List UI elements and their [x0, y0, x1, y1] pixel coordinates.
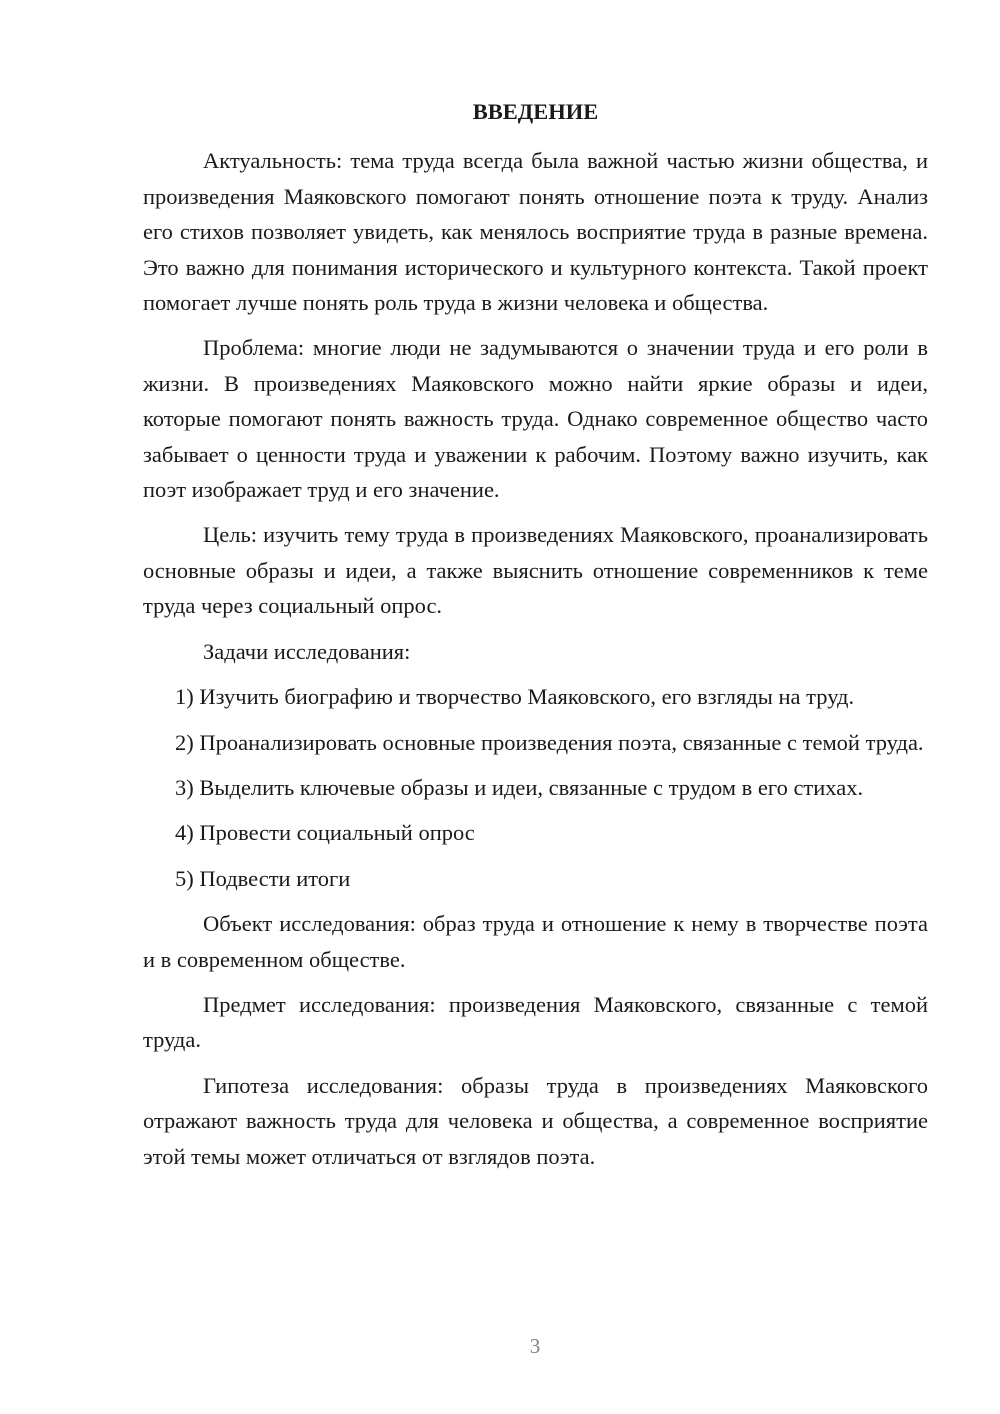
goal-paragraph: Цель: изучить тему труда в произведениях Маяковского, проанализировать основные образы и идеи, а также выяснить отношение современников к теме труда через социальный опрос. [143, 522, 928, 619]
page-content [143, 94, 928, 1184]
task-item-4: 4) Провести социальный опрос [175, 820, 475, 846]
task-item-3: 3) Выделить ключевые образы и идеи, связанные с трудом в его стихах. [175, 774, 864, 800]
task-item-5: 5) Подвести итоги [175, 865, 351, 891]
page-title: ВВЕДЕНИЕ [472, 99, 599, 124]
object-paragraph: Объект исследования: образ труда и отношение к нему в творчестве поэта и в современном обществе. [143, 911, 928, 972]
problem-paragraph: Проблема: многие люди не задумываются о значении труда и его роли в жизни. В произведениях Маяковского можно найти яркие образы и идеи, которые помогают понять важность труда. Однако современное общество часто забывает о ценности труда и уважении к рабочим. Поэтому важно изучить, как поэт изображает труд и его значение. [143, 335, 928, 503]
tasks-heading: Задачи исследования: [203, 638, 411, 664]
relevance-paragraph: Актуальность: тема труда всегда была важной частью жизни общества, и произведения Маяковского помогают понять отношение поэта к труду. Анализ его стихов позволяет увидеть, как менялось восприятие труда в разные времена. Это важно для понимания исторического и культурного контекста. Такой проект помогает лучше понять роль труда в жизни человека и общества. [143, 148, 928, 316]
task-item-1: 1) Изучить биографию и творчество Маяковского, его взгляды на труд. [175, 684, 855, 710]
task-item-2: 2) Проанализировать основные произведения поэта, связанные с темой труда. [175, 729, 924, 755]
subject-paragraph: Предмет исследования: произведения Маяковского, связанные с темой труда. [143, 991, 928, 1053]
hypothesis-paragraph: Гипотеза исследования: образы труда в произведениях Маяковского отражают важность труда для человека и общества, а современное восприятие этой темы может отличаться от взглядов поэта. [143, 1072, 928, 1169]
page-number: 3 [529, 1334, 541, 1358]
